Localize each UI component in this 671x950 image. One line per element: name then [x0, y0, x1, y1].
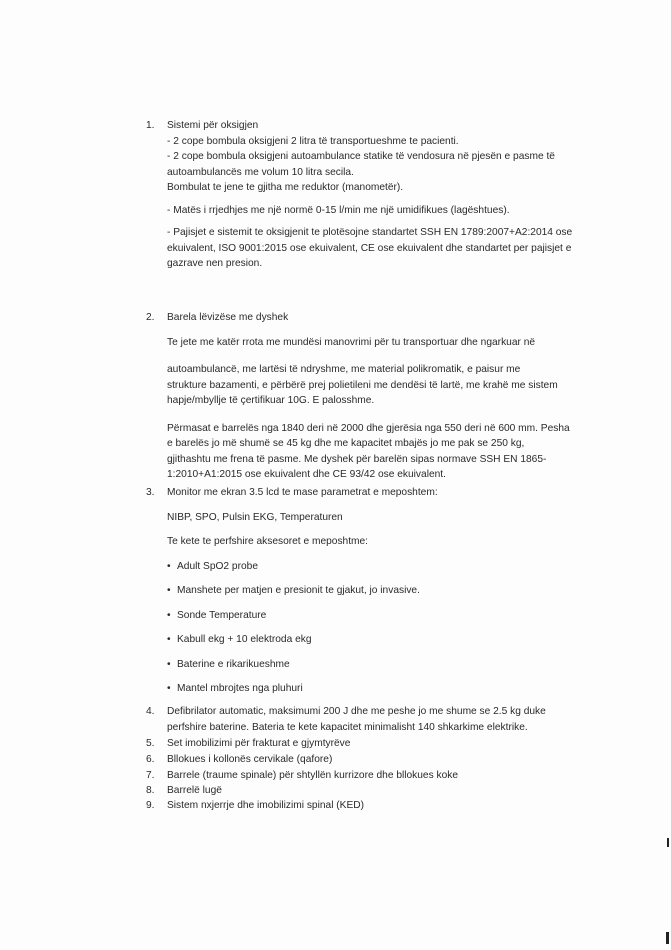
item-line: Bombulat te jene te gjitha me reduktor (manometër).: [167, 182, 404, 193]
item-number: 1.: [146, 120, 155, 131]
item-title: Barrele (traume spinale) për shtyllën kurrizore dhe bllokues koke: [167, 770, 459, 781]
list-item: • Mantel mbrojtes nga pluhuri: [167, 681, 607, 697]
item-title: Sistemi për oksigjen: [167, 120, 259, 131]
item-number: 2.: [146, 312, 155, 323]
list-item: • Kabull ekg + 10 elektroda ekg: [167, 632, 607, 648]
list-item: • Sonde Temperature: [167, 608, 607, 624]
item-line: NIBP, SPO, Pulsin EKG, Temperaturen: [167, 511, 343, 523]
item-oxygen-system: [167, 118, 607, 272]
item-line: - 2 cope bombula oksigjeni 2 litra të transportueshme te pacienti.: [167, 135, 459, 147]
item-title: Set imobilizimi për frakturat e gjymtyrëve: [167, 738, 351, 749]
item-number: 4.: [146, 706, 155, 717]
item-title: Barela lëvizëse me dyshek: [167, 312, 289, 323]
bullet-icon: •: [167, 658, 171, 670]
item-number: 3.: [146, 487, 155, 498]
item-line: strukture bazamenti, e përbërë prej polietileni me dendësi të lartë, me krahë me sistem: [167, 379, 558, 391]
item-title: Sistem nxjerrje dhe imobilizimi spinal (KED): [167, 800, 365, 811]
item-stretcher: [167, 310, 607, 483]
scan-mark: [666, 932, 669, 944]
item-title: Bllokues i kollonës cervikale (qafore): [167, 754, 333, 765]
list-item: • Adult SpO2 probe: [167, 559, 607, 575]
bullet-icon: •: [167, 585, 171, 596]
item-line: - 2 cope bombula oksigjeni autoambulance statike të vendosura në pjesën e pasme të: [167, 151, 555, 162]
item-title: Barrelë lugë: [167, 785, 222, 796]
item-number: 7.: [146, 770, 155, 781]
item-line: e barelës jo më shumë se 45 kg dhe me kapacitet mbajës jo me pak se 250 kg,: [167, 438, 525, 449]
item-line: - Matës i rrjedhjes me një normë 0-15 l/min me një umidifikues (lagështues).: [167, 204, 510, 216]
item-line: gazrave nen presion.: [167, 258, 263, 269]
bullet-icon: •: [167, 560, 171, 572]
item-number: 5.: [146, 738, 155, 749]
list-item: • Baterine e rikarikueshme: [167, 657, 607, 673]
item-defibrillator: [167, 704, 607, 735]
item-number: 6.: [146, 754, 155, 765]
item-line: Defibrilator automatic, maksimumi 200 J dhe me peshe jo me shume se 2.5 kg duke: [167, 706, 546, 717]
list-item: • Manshete per matjen e presionit te gjakut, jo invasive.: [167, 583, 607, 599]
item-line: perfshire baterine. Bateria te kete kapacitet minimalisht 140 shkarkime elektrike.: [167, 721, 528, 733]
item-line: Përmasat e barrelës nga 1840 deri në 2000 dhe gjerësia nga 550 deri në 600 mm. Pesha: [167, 422, 570, 434]
bullet-icon: •: [167, 683, 171, 694]
item-line: 1:2010+A1:2015 ose ekuivalent dhe CE 93/42 ose ekuivalent.: [167, 469, 446, 480]
item-line: hapje/mbyllje të çertifikuar 10G. E palosshme.: [167, 395, 375, 406]
item-title: Monitor me ekran 3.5 lcd te mase parametrat e meposhtem:: [167, 487, 438, 498]
bullet-icon: •: [167, 634, 171, 645]
item-monitor: [167, 485, 607, 697]
bullet-icon: •: [167, 609, 171, 621]
item-number: 8.: [146, 785, 155, 796]
item-line: gjithashtu me frena të pasme. Me dyshek për barelën sipas normave SSH EN 1865-: [167, 453, 547, 465]
scan-mark: [667, 838, 669, 847]
item-line: Te jete me katër rrota me mundësi manovrimi për tu transportuar dhe ngarkuar në: [167, 336, 536, 348]
item-line: autoambulancës me volum 10 litra secila.: [167, 166, 354, 178]
item-line: ekuivalent, ISO 9001:2015 ose ekuivalent, CE ose ekuivalent dhe standartet per pajisjet e: [167, 242, 572, 254]
item-line: - Pajisjet e sistemit te oksigjenit te plotësojne standartet SSH EN 1789:2007+A2:2014 ose: [167, 227, 573, 238]
item-line: autoambulancë, me lartësi të ndryshme, me material polikromatik, e paisur me: [167, 364, 521, 375]
item-number: 9.: [146, 800, 155, 811]
item-line: Te kete te perfshire aksesoret e meposhtme:: [167, 536, 369, 547]
